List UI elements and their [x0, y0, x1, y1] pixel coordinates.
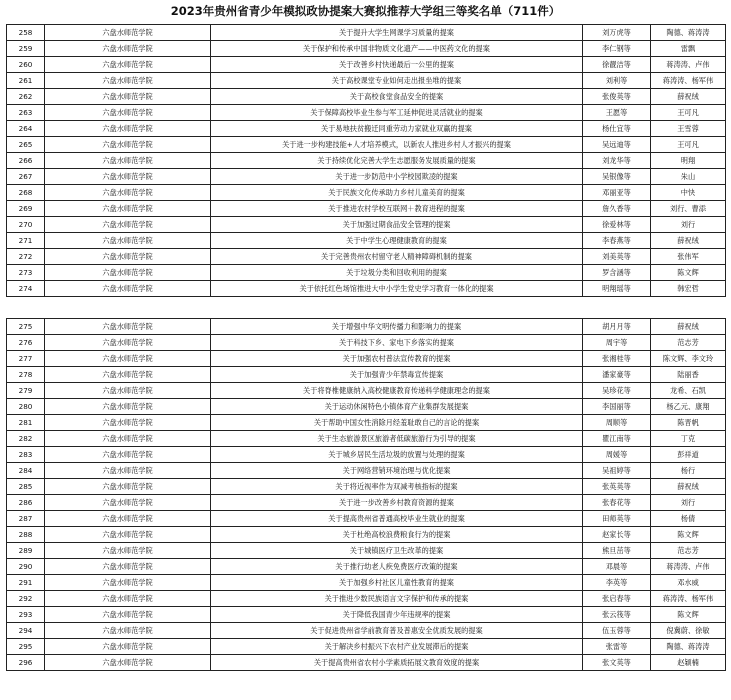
advisor-cell: 陈文辉	[651, 607, 726, 623]
advisor-cell: 蒋涛涛、杨军伟	[651, 73, 726, 89]
advisor-cell: 杨行	[651, 463, 726, 479]
school-cell: 六盘水师范学院	[45, 281, 211, 297]
school-cell: 六盘水师范学院	[45, 351, 211, 367]
proposal-title-cell: 关于加强乡村社区儿童性教育的提案	[211, 575, 583, 591]
school-cell: 六盘水师范学院	[45, 249, 211, 265]
proposal-title-cell: 关于加强过期食品安全管理的提案	[211, 217, 583, 233]
table-row	[7, 463, 726, 479]
proposal-title-cell: 关于城镇医疗卫生改革的提案	[211, 543, 583, 559]
row-number: 261	[7, 73, 45, 89]
school-cell: 六盘水师范学院	[45, 543, 211, 559]
proposal-title-cell: 关于将脊椎健康纳入高校健康教育传递科学健康理念的提案	[211, 383, 583, 399]
table-row	[7, 89, 726, 105]
school-cell: 六盘水师范学院	[45, 121, 211, 137]
proposal-title-cell: 关于提高贵州省普通高校毕业生就业的提案	[211, 511, 583, 527]
table-row	[7, 73, 726, 89]
table-row	[7, 527, 726, 543]
row-number: 279	[7, 383, 45, 399]
author-cell: 熊旦茁等	[583, 543, 651, 559]
row-number: 289	[7, 543, 45, 559]
table-row	[7, 169, 726, 185]
advisor-cell: 陈文辉、李文玲	[651, 351, 726, 367]
proposal-title-cell: 关于推进农村学校互联网＋教育进程的提案	[211, 201, 583, 217]
row-number: 283	[7, 447, 45, 463]
school-cell: 六盘水师范学院	[45, 559, 211, 575]
school-cell: 六盘水师范学院	[45, 319, 211, 335]
proposal-title-cell: 关于进一步改善乡村教育资源的提案	[211, 495, 583, 511]
table-row	[7, 447, 726, 463]
advisor-cell: 韩宏哲	[651, 281, 726, 297]
table-row	[7, 495, 726, 511]
row-number: 262	[7, 89, 45, 105]
row-number: 264	[7, 121, 45, 137]
proposal-title-cell: 关于依托红色场馆推进大中小学生党史学习教育一体化的提案	[211, 281, 583, 297]
advisor-cell: 赵颖楠	[651, 655, 726, 671]
school-cell: 六盘水师范学院	[45, 591, 211, 607]
school-cell: 六盘水师范学院	[45, 137, 211, 153]
row-number: 271	[7, 233, 45, 249]
row-number: 295	[7, 639, 45, 655]
proposal-title-cell: 关于民族文化传承助力乡村儿童美育的提案	[211, 185, 583, 201]
school-cell: 六盘水师范学院	[45, 41, 211, 57]
row-number: 293	[7, 607, 45, 623]
proposal-title-cell: 关于完善贵州农村留守老人精神障碍机制的提案	[211, 249, 583, 265]
author-cell: 张俊英等	[583, 89, 651, 105]
row-number: 272	[7, 249, 45, 265]
row-number: 265	[7, 137, 45, 153]
author-cell: 吴珍花等	[583, 383, 651, 399]
row-number: 266	[7, 153, 45, 169]
proposal-title-cell: 关于加强农村普法宣传教育的提案	[211, 351, 583, 367]
school-cell: 六盘水师范学院	[45, 153, 211, 169]
award-table-body-1	[7, 25, 726, 297]
advisor-cell: 邓水威	[651, 575, 726, 591]
table-row	[7, 639, 726, 655]
table-row	[7, 265, 726, 281]
advisor-cell: 薛祝绒	[651, 233, 726, 249]
proposal-title-cell: 关于易地扶贫搬迁同重劳动力家就业双赢的提案	[211, 121, 583, 137]
table-row	[7, 591, 726, 607]
author-cell: 周宇等	[583, 335, 651, 351]
author-cell: 张湘桂等	[583, 351, 651, 367]
advisor-cell: 范志芳	[651, 543, 726, 559]
advisor-cell: 张伟军	[651, 249, 726, 265]
school-cell: 六盘水师范学院	[45, 399, 211, 415]
author-cell: 瞿江南等	[583, 431, 651, 447]
author-cell: 李英等	[583, 575, 651, 591]
row-number: 287	[7, 511, 45, 527]
proposal-title-cell: 关于运动休闲特色小镇体育产业集群发展提案	[211, 399, 583, 415]
school-cell: 六盘水师范学院	[45, 431, 211, 447]
advisor-cell: 杨倩	[651, 511, 726, 527]
school-cell: 六盘水师范学院	[45, 185, 211, 201]
author-cell: 周媛等	[583, 447, 651, 463]
row-number: 278	[7, 367, 45, 383]
proposal-title-cell: 关于进一步构建技能+人才培养模式，以新农人推进乡村人才振兴的提案	[211, 137, 583, 153]
proposal-title-cell: 关于推进少数民族语言文字保护和传承的提案	[211, 591, 583, 607]
author-cell: 刘美英等	[583, 249, 651, 265]
school-cell: 六盘水师范学院	[45, 607, 211, 623]
proposal-title-cell: 关于中学生心理健康教育的提案	[211, 233, 583, 249]
author-cell: 刘利等	[583, 73, 651, 89]
table-row	[7, 105, 726, 121]
row-number: 284	[7, 463, 45, 479]
advisor-cell: 陶德、蒋涛涛	[651, 25, 726, 41]
author-cell: 张文英等	[583, 655, 651, 671]
proposal-title-cell: 关于解决乡村振兴下农村产业发展滞后的提案	[211, 639, 583, 655]
advisor-cell: 丁克	[651, 431, 726, 447]
author-cell: 邓晨等	[583, 559, 651, 575]
proposal-title-cell: 关于帮助中国女性消除月经羞耻敢自己的言论的提案	[211, 415, 583, 431]
school-cell: 六盘水师范学院	[45, 265, 211, 281]
table-row	[7, 249, 726, 265]
advisor-cell: 范志芳	[651, 335, 726, 351]
row-number: 277	[7, 351, 45, 367]
school-cell: 六盘水师范学院	[45, 89, 211, 105]
table-row	[7, 233, 726, 249]
school-cell: 六盘水师范学院	[45, 105, 211, 121]
school-cell: 六盘水师范学院	[45, 511, 211, 527]
table-row	[7, 623, 726, 639]
school-cell: 六盘水师范学院	[45, 367, 211, 383]
author-cell: 周顺等	[583, 415, 651, 431]
advisor-cell: 中快	[651, 185, 726, 201]
school-cell: 六盘水师范学院	[45, 575, 211, 591]
school-cell: 六盘水师范学院	[45, 217, 211, 233]
author-cell: 伍玉蓉等	[583, 623, 651, 639]
advisor-cell: 蒋涛涛、卢伟	[651, 57, 726, 73]
row-number: 258	[7, 25, 45, 41]
table-row	[7, 479, 726, 495]
table-row	[7, 217, 726, 233]
row-number: 275	[7, 319, 45, 335]
page-title: 2023年贵州省青少年模拟政协提案大赛拟推荐大学组三等奖名单（711件）	[170, 4, 561, 18]
row-number: 281	[7, 415, 45, 431]
school-cell: 六盘水师范学院	[45, 335, 211, 351]
table-row	[7, 41, 726, 57]
proposal-title-cell: 关于进一步防范中小学校园欺凌的提案	[211, 169, 583, 185]
advisor-cell: 陈文辉	[651, 265, 726, 281]
author-cell: 徐爱林等	[583, 217, 651, 233]
advisor-cell: 彭祥道	[651, 447, 726, 463]
table-row	[7, 121, 726, 137]
table-row	[7, 351, 726, 367]
proposal-title-cell: 关于保护和传承中国非物质文化遗产——中医药文化的提案	[211, 41, 583, 57]
school-cell: 六盘水师范学院	[45, 233, 211, 249]
table-row	[7, 201, 726, 217]
school-cell: 六盘水师范学院	[45, 479, 211, 495]
award-table-part-2	[6, 318, 726, 671]
school-cell: 六盘水师范学院	[45, 527, 211, 543]
author-cell: 王愿等	[583, 105, 651, 121]
proposal-title-cell: 关于提高贵州省农村小学素质拓展文教育效度的提案	[211, 655, 583, 671]
row-number: 267	[7, 169, 45, 185]
school-cell: 六盘水师范学院	[45, 415, 211, 431]
proposal-title-cell: 关于改善乡村快递最后一公里的提案	[211, 57, 583, 73]
advisor-cell: 王可凡	[651, 137, 726, 153]
author-cell: 吴远迪等	[583, 137, 651, 153]
advisor-cell: 明翔	[651, 153, 726, 169]
proposal-title-cell: 关于加强青少年禁毒宣传提案	[211, 367, 583, 383]
proposal-title-cell: 关于科技下乡、家电下乡落实的提案	[211, 335, 583, 351]
author-cell: 吴祖婷等	[583, 463, 651, 479]
proposal-title-cell: 关于促进贵州省学前教育普及普惠安全优质发展的提案	[211, 623, 583, 639]
table-row	[7, 607, 726, 623]
author-cell: 赵家长等	[583, 527, 651, 543]
row-number: 294	[7, 623, 45, 639]
table-row	[7, 281, 726, 297]
advisor-cell: 刘行	[651, 495, 726, 511]
advisor-cell: 倪冀蔚、徐敏	[651, 623, 726, 639]
school-cell: 六盘水师范学院	[45, 57, 211, 73]
author-cell: 张春花等	[583, 495, 651, 511]
row-number: 286	[7, 495, 45, 511]
author-cell: 张雷等	[583, 639, 651, 655]
author-cell: 詹久香等	[583, 201, 651, 217]
author-cell: 邓丽亚等	[583, 185, 651, 201]
advisor-cell: 陶德、蒋涛涛	[651, 639, 726, 655]
proposal-title-cell: 关于保障高校毕业生参与军工延伸促进灵活就业的提案	[211, 105, 583, 121]
author-cell: 张英英等	[583, 479, 651, 495]
table-row	[7, 511, 726, 527]
advisor-cell: 蒋涛涛、杨军伟	[651, 591, 726, 607]
award-table-body-2	[7, 319, 726, 671]
author-cell: 潘家豪等	[583, 367, 651, 383]
author-cell: 田师英等	[583, 511, 651, 527]
author-cell: 刘万虎等	[583, 25, 651, 41]
row-number: 280	[7, 399, 45, 415]
table-row	[7, 25, 726, 41]
author-cell: 罗含涵等	[583, 265, 651, 281]
proposal-title-cell: 关于城乡居民生活垃圾的放置与处理的提案	[211, 447, 583, 463]
author-cell: 李春燕等	[583, 233, 651, 249]
school-cell: 六盘水师范学院	[45, 639, 211, 655]
advisor-cell: 王可凡	[651, 105, 726, 121]
proposal-title-cell: 关于网络营销环境治理与优化提案	[211, 463, 583, 479]
row-number: 292	[7, 591, 45, 607]
author-cell: 吴银像等	[583, 169, 651, 185]
row-number: 288	[7, 527, 45, 543]
advisor-cell: 薛祝绒	[651, 319, 726, 335]
proposal-title-cell: 关于持续优化完善大学生志愿服务发展质量的提案	[211, 153, 583, 169]
proposal-title-cell: 关于高校课堂专业如何走出报坐堆的提案	[211, 73, 583, 89]
author-cell: 刘龙华等	[583, 153, 651, 169]
school-cell: 六盘水师范学院	[45, 169, 211, 185]
advisor-cell: 薛祝绒	[651, 89, 726, 105]
row-number: 282	[7, 431, 45, 447]
school-cell: 六盘水师范学院	[45, 383, 211, 399]
author-cell: 明翔瑶等	[583, 281, 651, 297]
advisor-cell: 刘行、曹添	[651, 201, 726, 217]
author-cell: 张云筏等	[583, 607, 651, 623]
table-row	[7, 383, 726, 399]
table-row	[7, 655, 726, 671]
proposal-title-cell: 关于推行幼老人疾免费医疗改策的提案	[211, 559, 583, 575]
table-row	[7, 399, 726, 415]
advisor-cell: 陈文辉	[651, 527, 726, 543]
author-cell: 杨仕宜等	[583, 121, 651, 137]
author-cell: 李国丽等	[583, 399, 651, 415]
school-cell: 六盘水师范学院	[45, 655, 211, 671]
row-number: 285	[7, 479, 45, 495]
table-row	[7, 319, 726, 335]
table-row	[7, 335, 726, 351]
table-row	[7, 431, 726, 447]
proposal-title-cell: 关于生态旅游景区旅游者低碳旅游行为引导的提案	[211, 431, 583, 447]
school-cell: 六盘水师范学院	[45, 73, 211, 89]
author-cell: 张启春等	[583, 591, 651, 607]
proposal-title-cell: 关于高校食堂食品安全的提案	[211, 89, 583, 105]
row-number: 274	[7, 281, 45, 297]
row-number: 296	[7, 655, 45, 671]
proposal-title-cell: 关于杜绝高校浪费粮食行为的提案	[211, 527, 583, 543]
advisor-cell: 龙希、石凯	[651, 383, 726, 399]
advisor-cell: 薛祝绒	[651, 479, 726, 495]
award-table-part-1	[6, 24, 726, 297]
proposal-title-cell: 关于降低我国青少年违规率的提案	[211, 607, 583, 623]
proposal-title-cell: 关于提升大学生网课学习质量的提案	[211, 25, 583, 41]
advisor-cell: 雷飘	[651, 41, 726, 57]
author-cell: 徐靓洁等	[583, 57, 651, 73]
advisor-cell: 陈晋帆	[651, 415, 726, 431]
advisor-cell: 蒋涛涛、卢伟	[651, 559, 726, 575]
row-number: 260	[7, 57, 45, 73]
table-row	[7, 153, 726, 169]
row-number: 263	[7, 105, 45, 121]
proposal-title-cell: 关于增强中华文明传播力和影响力的提案	[211, 319, 583, 335]
row-number: 290	[7, 559, 45, 575]
table-row	[7, 415, 726, 431]
row-number: 291	[7, 575, 45, 591]
school-cell: 六盘水师范学院	[45, 495, 211, 511]
row-number: 259	[7, 41, 45, 57]
advisor-cell: 朱山	[651, 169, 726, 185]
row-number: 276	[7, 335, 45, 351]
advisor-cell: 王雪蓉	[651, 121, 726, 137]
row-number: 268	[7, 185, 45, 201]
advisor-cell: 陆丽香	[651, 367, 726, 383]
row-number: 273	[7, 265, 45, 281]
author-cell: 李仁钢等	[583, 41, 651, 57]
school-cell: 六盘水师范学院	[45, 463, 211, 479]
school-cell: 六盘水师范学院	[45, 623, 211, 639]
table-row	[7, 57, 726, 73]
advisor-cell: 杨乙元、康翔	[651, 399, 726, 415]
table-row	[7, 559, 726, 575]
proposal-title-cell: 关于将近视率作为双减考核指标的提案	[211, 479, 583, 495]
table-row	[7, 575, 726, 591]
school-cell: 六盘水师范学院	[45, 25, 211, 41]
table-row	[7, 543, 726, 559]
proposal-title-cell: 关于垃圾分类和回收利用的提案	[211, 265, 583, 281]
school-cell: 六盘水师范学院	[45, 447, 211, 463]
table-row	[7, 367, 726, 383]
school-cell: 六盘水师范学院	[45, 201, 211, 217]
row-number: 270	[7, 217, 45, 233]
table-row	[7, 185, 726, 201]
table-row	[7, 137, 726, 153]
author-cell: 胡月月等	[583, 319, 651, 335]
advisor-cell: 刘行	[651, 217, 726, 233]
row-number: 269	[7, 201, 45, 217]
